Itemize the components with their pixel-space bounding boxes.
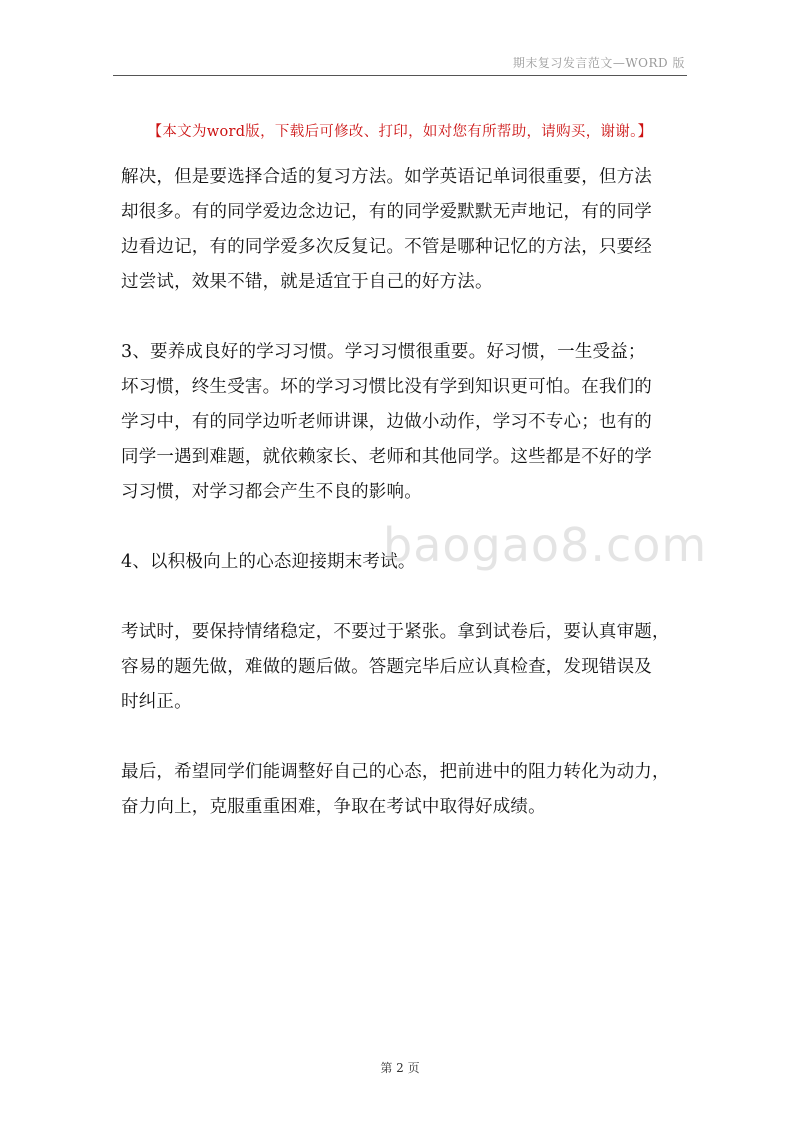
paragraph-study-habits: 3、要养成良好的学习习惯。学习习惯很重要。好习惯，一生受益； 坏习惯，终生受害。坏的学习习惯比没有学到知识更可怕。在我们的 学习中，有的同学边听老师讲课，边做小动作，学习不专心；也有的 同学一遇到难题，就依赖家长、老师和其他同学。这些都是不好的学 习习惯，对学习都会产生不良的影响。 [121, 342, 652, 502]
paragraph-spacer [121, 510, 687, 545]
paragraph-spacer [121, 300, 687, 335]
purchase-notice: 【本文为word版，下载后可修改、打印，如对您有所帮助，请购买，谢谢。】 [147, 124, 653, 140]
paragraph-spacer [121, 720, 687, 755]
page-header-title: 期末复习发言范文—WORD 版 [512, 56, 685, 70]
header-divider [113, 75, 687, 76]
paragraph-positive-attitude: 4、以积极向上的心态迎接期末考试。 [121, 552, 416, 572]
paragraph-spacer [121, 580, 687, 615]
site-watermark: baogao8.com [383, 518, 708, 572]
paragraph-review-methods: 解决，但是要选择合适的复习方法。如学英语记单词很重要，但方法 却很多。有的同学爱边念边记，有的同学爱默默无声地记，有的同学 边看边记，有的同学爱多次反复记。不管是哪种记忆的方法，只要经 过尝试，效果不错，就是适宜于自己的好方法。 [121, 167, 652, 292]
paragraph-conclusion: 最后，希望同学们能调整好自己的心态，把前进中的阻力转化为动力， 奋力向上，克服重重困难，争取在考试中取得好成绩。 [121, 762, 670, 817]
document-body [121, 160, 687, 825]
page-number: 第 2 页 [380, 1061, 420, 1075]
paragraph-exam-tips: 考试时，要保持情绪稳定，不要过于紧张。拿到试卷后，要认真审题， 容易的题先做，难做的题后做。答题完毕后应认真检查，发现错误及 时纠正。 [121, 622, 670, 712]
